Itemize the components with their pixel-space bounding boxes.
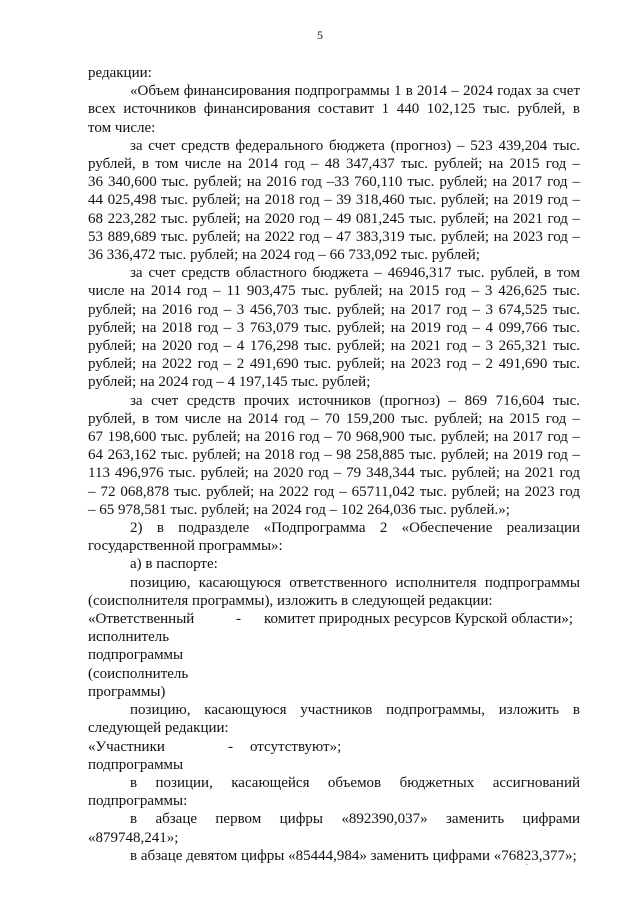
text-line: государственной программы»:: [88, 538, 283, 555]
text-line: позицию, касающуюся ответственного исполнителя подпрограммы: [130, 574, 580, 591]
table-label-line: подпрограммы: [88, 647, 184, 664]
participants-table: [88, 738, 580, 774]
text-line: (соисполнителя программы), изложить в следующей редакции:: [88, 592, 493, 609]
text-line: следующей редакции:: [88, 720, 229, 737]
responsible-executor-table: [88, 610, 580, 701]
page-number: 5: [317, 28, 323, 42]
document-body: [88, 64, 580, 865]
text-line: 53 889,689 тыс. рублей; на 2022 год – 47 383,319 тыс. рублей; на 2023 год –: [88, 228, 580, 245]
table-label: «Участники: [88, 738, 165, 755]
text-line: рублей; на 2016 год – 3 456,703 тыс. рублей; на 2017 год – 3 674,525 тыс.: [88, 301, 580, 318]
text-line: в абзаце первом цифры «892390,037» заменить цифрами: [130, 811, 580, 828]
text-line: 36 336,472 тыс. рублей; на 2024 год – 66 733,092 тыс. рублей;: [88, 247, 480, 264]
text-line: рублей, в том числе на 2014 год – 70 159,200 тыс. рублей; на 2015 год –: [88, 410, 580, 427]
table-value: комитет природных ресурсов Курской области»;: [264, 611, 574, 628]
text-line: за счет средств федерального бюджета (прогноз) – 523 439,204 тыс.: [130, 137, 580, 154]
text-line: в позиции, касающейся объемов бюджетных ассигнований: [130, 774, 580, 791]
text-line: всех источников финансирования составит 1 440 102,125 тыс. рублей, в: [88, 101, 580, 118]
text-line: а) в паспорте:: [130, 556, 218, 573]
text-line: рублей; на 2022 год – 2 491,690 тыс. рублей; на 2023 год – 2 491,690 тыс.: [88, 356, 580, 373]
text-line: в абзаце девятом цифры «85444,984» заменить цифрами «76823,377»;: [130, 847, 577, 864]
text-line: за счет средств областного бюджета – 46946,317 тыс. рублей, в том: [130, 265, 580, 282]
text-line: «Объем финансирования подпрограммы 1 в 2014 – 2024 годах за счет: [130, 83, 580, 100]
table-label-line: подпрограммы: [88, 756, 184, 773]
text-line: 67 198,600 тыс. рублей; на 2016 год – 70 968,900 тыс. рублей; на 2017 год –: [88, 429, 580, 446]
text-line: «879748,241»;: [88, 829, 179, 846]
text-line: позицию, касающуюся участников подпрограммы, изложить в: [130, 702, 580, 719]
table-label-line: (соисполнитель: [88, 665, 189, 682]
text-line: – 65 978,581 тыс. рублей; на 2024 год – 102 264,036 тыс. рублей.»;: [88, 501, 510, 518]
scan-artifact: [526, 864, 528, 865]
text-line: рублей; на 2020 год – 4 176,298 тыс. рублей; на 2021 год – 3 265,321 тыс.: [88, 338, 580, 355]
text-line: 68 223,282 тыс. рублей; на 2020 год – 49 081,245 тыс. рублей; на 2021 год –: [88, 210, 580, 227]
text-line: 36 340,600 тыс. рублей; на 2016 год –33 760,110 тыс. рублей; на 2017 год –: [88, 174, 580, 191]
table-dash: -: [236, 611, 241, 628]
text-line: 2) в подразделе «Подпрограмма 2 «Обеспечение реализации: [130, 520, 580, 537]
text-line: – 72 068,878 тыс. рублей; на 2022 год – 65711,042 тыс. рублей; на 2023 год: [88, 483, 580, 500]
text-line: числе на 2014 год – 11 903,475 тыс. рублей; на 2015 год – 3 426,625 тыс.: [88, 283, 580, 300]
text-line: 113 496,976 тыс. рублей; на 2020 год – 79 348,344 тыс. рублей; на 2021 год: [88, 465, 580, 482]
table-label: «Ответственный: [88, 611, 195, 628]
table-label-line: исполнитель: [88, 629, 170, 646]
text-line: 44 025,498 тыс. рублей; на 2018 год – 39 318,460 тыс. рублей; на 2019 год –: [88, 192, 580, 209]
table-label-line: программы): [88, 683, 166, 700]
text-line: рублей, в том числе на 2014 год – 48 347,437 тыс. рублей; на 2015 год –: [88, 156, 580, 173]
text-line: рублей; на 2024 год – 4 197,145 тыс. рублей;: [88, 374, 371, 391]
table-value: отсутствуют»;: [250, 738, 342, 755]
text-line: рублей; на 2018 год – 3 763,079 тыс. рублей; на 2019 год – 4 099,766 тыс.: [88, 319, 580, 336]
text-line: 64 263,162 тыс. рублей; на 2018 год – 98 258,885 тыс. рублей; на 2019 год –: [88, 447, 580, 464]
text-line: подпрограммы:: [88, 793, 188, 810]
table-dash: -: [228, 738, 233, 755]
text-line: редакции:: [88, 65, 152, 81]
text-line: за счет средств прочих источников (прогноз) – 869 716,604 тыс.: [130, 392, 580, 409]
text-line: том числе:: [88, 119, 156, 136]
